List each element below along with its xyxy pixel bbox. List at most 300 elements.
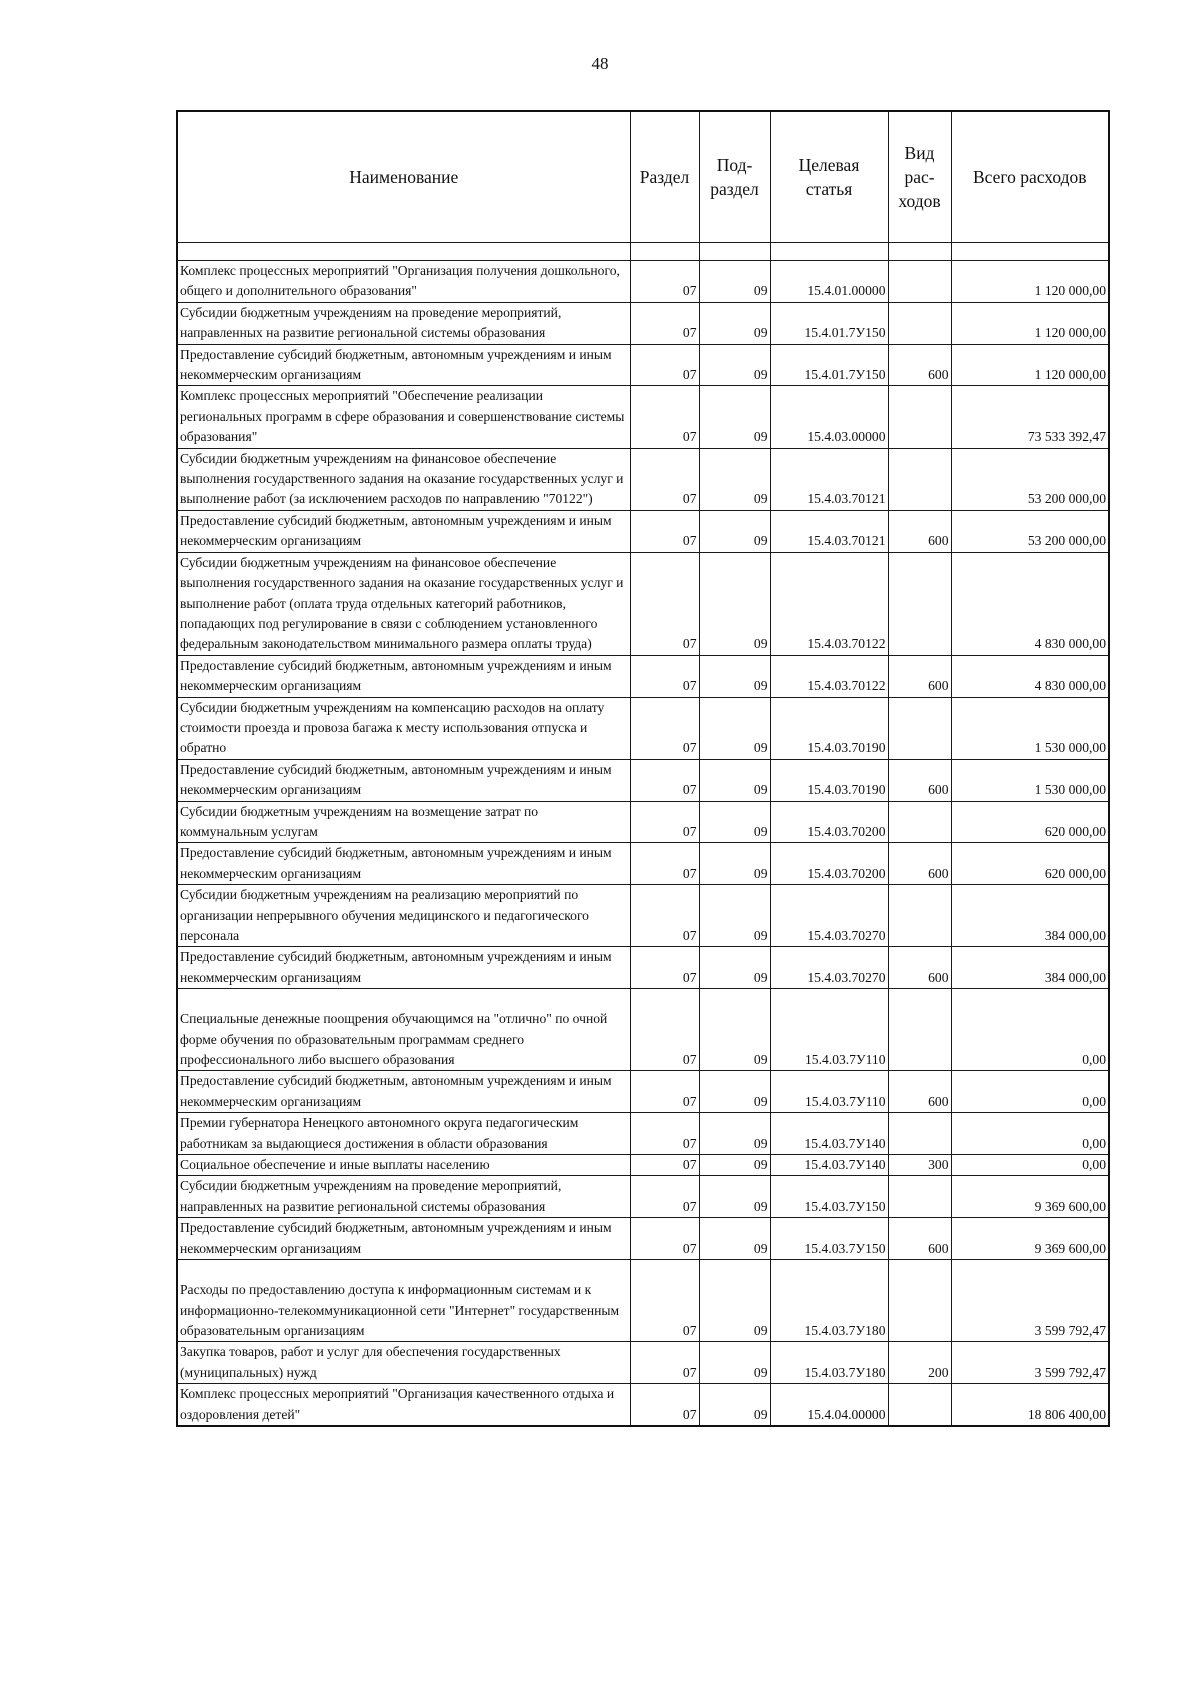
cell-name [177,1342,630,1384]
cell-razdel-text: 07 [682,1406,697,1422]
budget-expenditure-table [176,110,1110,1427]
cell-podrazdel [699,1176,770,1218]
cell-statya [770,1218,888,1260]
table-row [177,989,1109,1071]
cell-vid-text: 600 [928,1093,949,1109]
cell-vid [888,801,951,843]
cell-name [177,1155,630,1176]
cell-name-text: Расходы по предоставлению доступа к информационным системам и к информационно-телекоммуникационной сети "Интернет" государственным образовательным организациям [180,1282,620,1338]
cell-name-text: Социальное обеспечение и иные выплаты населению [180,1157,490,1173]
cell-statya-text: 15.4.03.70200 [807,823,886,839]
cell-podrazdel [699,552,770,655]
cell-vid-text: 300 [928,1157,949,1173]
cell-total [951,1218,1109,1260]
cell-total [951,947,1109,989]
table-row [177,1384,1109,1426]
cell-podrazdel [699,1260,770,1342]
cell-total [951,801,1109,843]
cell-vid [888,759,951,801]
table-row [177,386,1109,448]
cell-total-text: 73 533 392,47 [1027,429,1106,445]
cell-podrazdel-text: 09 [753,533,768,549]
cell-statya-text: 15.4.03.7У180 [804,1364,886,1380]
header-podrazdel-line1: Под- [716,155,753,175]
cell-statya-text: 15.4.03.70270 [807,969,886,985]
cell-total [951,552,1109,655]
cell-podrazdel-text: 09 [753,1135,768,1151]
cell-total-text: 620 000,00 [1044,823,1106,839]
cell-razdel-text: 07 [682,367,697,383]
cell-vid-text: 600 [928,533,949,549]
cell-podrazdel-text: 09 [753,1157,768,1173]
cell-podrazdel [699,386,770,448]
cell-razdel-text: 07 [682,1093,697,1109]
cell-name-text: Комплекс процессных мероприятий "Организация качественного отдыха и оздоровления детей" [180,1386,615,1422]
cell-name-text: Предоставление субсидий бюджетным, автономным учреждениям и иным некоммерческим организациям [180,1220,612,1256]
cell-statya-text: 15.4.03.7У140 [804,1135,886,1151]
cell-total-text: 384 000,00 [1044,969,1106,985]
cell-razdel-text: 07 [682,823,697,839]
cell-name-text: Субсидии бюджетным учреждениям на проведение мероприятий, направленных на развитие региональной системы образования [180,1178,562,1214]
cell-total-text: 384 000,00 [1044,928,1106,943]
header-total: Всего расходов [951,111,1109,243]
cell-razdel-text: 07 [682,1240,697,1256]
cell-vid [888,989,951,1071]
cell-name [177,552,630,655]
cell-statya [770,697,888,759]
table-row [177,552,1109,655]
cell-name [177,1071,630,1113]
cell-name-text: Предоставление субсидий бюджетным, автономным учреждениям и иным некоммерческим организациям [180,512,612,549]
cell-statya [770,1342,888,1384]
cell-name-text: Субсидии бюджетным учреждениям на финансовое обеспечение выполнения государственного задания на оказание государственных услуг и выполнение работ (за исключением расходов по направлению "70122") [180,450,624,507]
cell-vid [888,1384,951,1426]
cell-statya-text: 15.4.03.7У110 [805,1093,886,1109]
cell-total-text: 4 830 000,00 [1034,678,1106,694]
cell-razdel [630,1176,699,1218]
cell-name [177,801,630,843]
cell-vid [888,1155,951,1176]
cell-podrazdel-text: 09 [753,928,768,943]
cell-razdel [630,344,699,386]
header-statya [770,111,888,243]
table-row [177,1155,1109,1176]
cell-name [177,261,630,303]
cell-total [951,1071,1109,1113]
table-row [177,801,1109,843]
cell-podrazdel [699,448,770,510]
cell-name-text: Субсидии бюджетным учреждениям на компенсацию расходов на оплату стоимости проезда и провоза багажа к месту использования отпуска и обратно [180,699,605,756]
cell-name-text: Субсидии бюджетным учреждениям на реализацию мероприятий по организации непрерывного обучения медицинского и педагогического персонала [180,887,589,943]
cell-name-text: Предоставление субсидий бюджетным, автономным учреждениям и иным некоммерческим организациям [180,346,612,383]
cell-statya-text: 15.4.03.70200 [807,865,886,881]
cell-razdel [630,801,699,843]
cell-name-text: Предоставление субсидий бюджетным, автономным учреждениям и иным некоммерческим организациям [180,949,612,985]
cell-name [177,759,630,801]
table-row [177,1218,1109,1260]
cell-vid [888,1260,951,1342]
cell-podrazdel-text: 09 [753,1093,768,1109]
cell-podrazdel [699,1342,770,1384]
cell-statya [770,510,888,552]
cell-name [177,1218,630,1260]
cell-razdel [630,947,699,989]
cell-total [951,885,1109,947]
table-row [177,302,1109,344]
cell-vid [888,344,951,386]
cell-podrazdel-text: 09 [753,283,768,299]
cell-name [177,1384,630,1426]
cell-vid [888,1218,951,1260]
cell-total [951,1113,1109,1155]
table-row [177,1071,1109,1113]
cell-name-text: Предоставление субсидий бюджетным, автономным учреждениям и иным некоммерческим организациям [180,657,612,694]
header-statya-line2: статья [805,179,853,199]
cell-podrazdel [699,1155,770,1176]
cell-total [951,1384,1109,1426]
cell-razdel-text: 07 [682,1364,697,1380]
cell-podrazdel-text: 09 [753,740,768,756]
cell-razdel [630,386,699,448]
cell-razdel-text: 07 [682,969,697,985]
cell-razdel-text: 07 [682,678,697,694]
cell-name [177,1113,630,1155]
cell-statya [770,344,888,386]
cell-podrazdel [699,947,770,989]
cell-vid-text: 600 [928,782,949,798]
cell-total [951,1260,1109,1342]
table-row [177,1176,1109,1218]
cell-name [177,302,630,344]
cell-name [177,947,630,989]
cell-name [177,344,630,386]
cell-name-text: Предоставление субсидий бюджетным, автономным учреждениям и иным некоммерческим организациям [180,761,612,798]
table-row [177,1342,1109,1384]
cell-total [951,989,1109,1071]
cell-total-text: 1 120 000,00 [1034,325,1106,341]
cell-statya [770,302,888,344]
cell-statya [770,448,888,510]
cell-razdel-text: 07 [682,1135,697,1151]
cell-name [177,655,630,697]
cell-statya [770,801,888,843]
cell-podrazdel-text: 09 [753,325,768,341]
cell-statya-text: 15.4.03.70270 [807,928,886,943]
cell-statya-text: 15.4.03.70122 [807,678,886,694]
cell-name-text: Предоставление субсидий бюджетным, автономным учреждениям и иным некоммерческим организациям [180,1073,612,1109]
cell-name-text: Субсидии бюджетным учреждениям на финансовое обеспечение выполнения государственного задания на оказание государственных услуг и выполнение работ (оплата труда отдельных категорий работников, попадающих под регулирование в связи с соблюдением установленного федеральным законодательством минимального размера оплаты труда) [180,554,624,652]
cell-statya [770,989,888,1071]
cell-podrazdel-text: 09 [753,636,768,652]
cell-razdel-text: 07 [682,533,697,549]
cell-razdel [630,261,699,303]
cell-podrazdel-text: 09 [753,1052,768,1068]
cell-name-text: Закупка товаров, работ и услуг для обеспечения государственных (муниципальных) нужд [180,1344,561,1380]
cell-vid-text: 600 [928,969,949,985]
cell-name-text: Предоставление субсидий бюджетным, автономным учреждениям и иным некоммерческим организациям [180,845,612,881]
cell-vid [888,302,951,344]
cell-name [177,843,630,885]
cell-statya [770,947,888,989]
cell-podrazdel-text: 09 [753,678,768,694]
cell-total-text: 53 200 000,00 [1027,491,1106,507]
cell-vid-text: 200 [928,1364,949,1380]
cell-podrazdel [699,801,770,843]
cell-total-text: 9 369 600,00 [1034,1198,1106,1214]
cell-podrazdel-text: 09 [753,1406,768,1422]
cell-vid [888,947,951,989]
cell-vid [888,697,951,759]
cell-statya [770,1260,888,1342]
cell-vid [888,261,951,303]
cell-statya [770,552,888,655]
cell-name-text: Специальные денежные поощрения обучающимся на "отлично" по очной форме обучения по образовательным программам среднего профессионального либо высшего образования [180,1011,608,1068]
table-row [177,759,1109,801]
cell-name-text: Премии губернатора Ненецкого автономного округа педагогическим работникам за выдающиеся достижения в области образования [180,1115,579,1151]
cell-statya [770,759,888,801]
cell-name [177,697,630,759]
header-name: Наименование [177,111,630,243]
cell-podrazdel-text: 09 [753,367,768,383]
cell-statya [770,843,888,885]
cell-total-text: 620 000,00 [1044,865,1106,881]
header-vid [888,111,951,243]
cell-podrazdel [699,510,770,552]
cell-podrazdel [699,759,770,801]
cell-podrazdel [699,261,770,303]
header-vid-line1: Вид [904,143,935,163]
cell-razdel-text: 07 [682,1157,697,1173]
cell-podrazdel [699,302,770,344]
header-statya-line1: Целевая [798,155,860,175]
cell-razdel-text: 07 [682,782,697,798]
cell-podrazdel-text: 09 [753,865,768,881]
cell-vid [888,448,951,510]
cell-razdel [630,1342,699,1384]
cell-total [951,510,1109,552]
cell-statya [770,1155,888,1176]
cell-vid [888,1176,951,1218]
cell-statya-text: 15.4.03.7У140 [804,1157,886,1173]
cell-podrazdel-text: 09 [753,1364,768,1380]
cell-vid [888,655,951,697]
cell-podrazdel [699,843,770,885]
cell-vid [888,1113,951,1155]
cell-name [177,448,630,510]
header-razdel: Раздел [630,111,699,243]
cell-podrazdel [699,1218,770,1260]
cell-statya [770,1176,888,1218]
cell-podrazdel-text: 09 [753,429,768,445]
cell-podrazdel-text: 09 [753,823,768,839]
cell-statya-text: 15.4.04.00000 [807,1406,886,1422]
cell-total [951,1342,1109,1384]
cell-statya [770,1384,888,1426]
cell-statya-text: 15.4.03.70121 [807,533,886,549]
cell-statya [770,1113,888,1155]
cell-name [177,1260,630,1342]
cell-razdel [630,759,699,801]
cell-statya-text: 15.4.03.70190 [807,740,886,756]
cell-statya-text: 15.4.03.7У110 [805,1052,886,1068]
cell-razdel [630,1113,699,1155]
cell-statya [770,655,888,697]
cell-razdel [630,1260,699,1342]
cell-total [951,759,1109,801]
header-vid-line2: рас- [904,167,935,187]
cell-podrazdel [699,885,770,947]
cell-statya-text: 15.4.03.7У150 [804,1198,886,1214]
cell-total-text: 1 530 000,00 [1034,740,1106,756]
cell-total-text: 1 530 000,00 [1034,782,1106,798]
cell-name [177,1176,630,1218]
cell-total-text: 3 599 792,47 [1034,1322,1106,1338]
cell-razdel-text: 07 [682,740,697,756]
cell-vid-text: 600 [928,678,949,694]
page-number: 48 [591,54,609,73]
cell-statya-text: 15.4.03.7У150 [804,1240,886,1256]
cell-razdel-text: 07 [682,325,697,341]
cell-statya-text: 15.4.03.7У180 [804,1322,886,1338]
cell-vid [888,1071,951,1113]
cell-total [951,302,1109,344]
cell-razdel-text: 07 [682,1322,697,1338]
cell-name [177,386,630,448]
cell-podrazdel-text: 09 [753,1198,768,1214]
cell-statya [770,885,888,947]
header-vid-line3: ходов [898,191,941,211]
cell-razdel [630,1218,699,1260]
cell-razdel-text: 07 [682,491,697,507]
cell-total-text: 0,00 [1082,1157,1106,1173]
cell-podrazdel [699,697,770,759]
cell-razdel-text: 07 [682,429,697,445]
cell-razdel-text: 07 [682,1052,697,1068]
cell-total-text: 9 369 600,00 [1034,1240,1106,1256]
cell-vid [888,843,951,885]
cell-podrazdel [699,1384,770,1426]
table-row [177,1113,1109,1155]
table-body [177,243,1109,1426]
cell-razdel [630,448,699,510]
cell-name [177,885,630,947]
cell-name-text: Комплекс процессных мероприятий "Обеспечение реализации региональных программ в сфере образования и совершенствование системы образования" [180,388,625,445]
table-header [177,111,1109,243]
table-row [177,1260,1109,1342]
cell-statya [770,261,888,303]
cell-statya-text: 15.4.03.70121 [807,491,886,507]
table-row [177,843,1109,885]
cell-total-text: 0,00 [1082,1135,1106,1151]
cell-total [951,843,1109,885]
cell-podrazdel [699,1113,770,1155]
cell-podrazdel-text: 09 [753,1322,768,1338]
cell-total-text: 53 200 000,00 [1027,533,1106,549]
cell-podrazdel-text: 09 [753,969,768,985]
cell-razdel [630,552,699,655]
header-podrazdel-line2: раздел [710,179,759,199]
cell-razdel-text: 07 [682,1198,697,1214]
cell-total [951,1176,1109,1218]
cell-razdel [630,885,699,947]
cell-total-text: 3 599 792,47 [1034,1364,1106,1380]
table-row [177,947,1109,989]
cell-total [951,344,1109,386]
cell-statya-text: 15.4.01.7У150 [804,367,886,383]
cell-vid [888,1342,951,1384]
header-spacer-row [177,243,1109,261]
cell-total-text: 4 830 000,00 [1034,636,1106,652]
cell-statya-text: 15.4.01.7У150 [804,325,886,341]
cell-razdel [630,1071,699,1113]
cell-razdel [630,843,699,885]
cell-vid [888,386,951,448]
cell-razdel [630,655,699,697]
cell-razdel [630,510,699,552]
cell-statya-text: 15.4.03.70122 [807,636,886,652]
table-row [177,655,1109,697]
cell-vid [888,510,951,552]
cell-razdel [630,697,699,759]
cell-name [177,989,630,1071]
cell-razdel [630,989,699,1071]
table-row [177,697,1109,759]
cell-vid [888,552,951,655]
cell-podrazdel [699,1071,770,1113]
cell-razdel [630,302,699,344]
cell-total [951,448,1109,510]
cell-vid-text: 600 [928,865,949,881]
table-row [177,510,1109,552]
cell-statya-text: 15.4.03.00000 [807,429,886,445]
cell-statya [770,386,888,448]
table-row [177,448,1109,510]
cell-podrazdel-text: 09 [753,1240,768,1256]
cell-razdel-text: 07 [682,283,697,299]
cell-vid [888,885,951,947]
cell-podrazdel-text: 09 [753,491,768,507]
cell-total-text: 18 806 400,00 [1027,1406,1106,1422]
cell-razdel-text: 07 [682,636,697,652]
cell-podrazdel [699,344,770,386]
cell-total [951,386,1109,448]
cell-razdel [630,1384,699,1426]
cell-name-text: Субсидии бюджетным учреждениям на проведение мероприятий, направленных на развитие региональной системы образования [180,304,562,341]
cell-statya-text: 15.4.01.00000 [807,283,886,299]
cell-razdel-text: 07 [682,865,697,881]
table-row [177,885,1109,947]
cell-podrazdel-text: 09 [753,782,768,798]
cell-name-text: Комплекс процессных мероприятий "Организация получения дошкольного, общего и дополнительного образования" [180,263,620,299]
cell-total-text: 0,00 [1082,1052,1106,1068]
cell-total [951,697,1109,759]
cell-total-text: 1 120 000,00 [1034,367,1106,383]
cell-vid-text: 600 [928,1240,949,1256]
cell-statya [770,1071,888,1113]
cell-total [951,1155,1109,1176]
cell-podrazdel [699,655,770,697]
cell-name [177,510,630,552]
cell-podrazdel [699,989,770,1071]
table-row [177,261,1109,303]
table-row [177,344,1109,386]
cell-total [951,261,1109,303]
cell-total-text: 0,00 [1082,1093,1106,1109]
cell-total [951,655,1109,697]
cell-name-text: Субсидии бюджетным учреждениям на возмещение затрат по коммунальным услугам [180,803,539,839]
header-podrazdel [699,111,770,243]
cell-total-text: 1 120 000,00 [1034,283,1106,299]
